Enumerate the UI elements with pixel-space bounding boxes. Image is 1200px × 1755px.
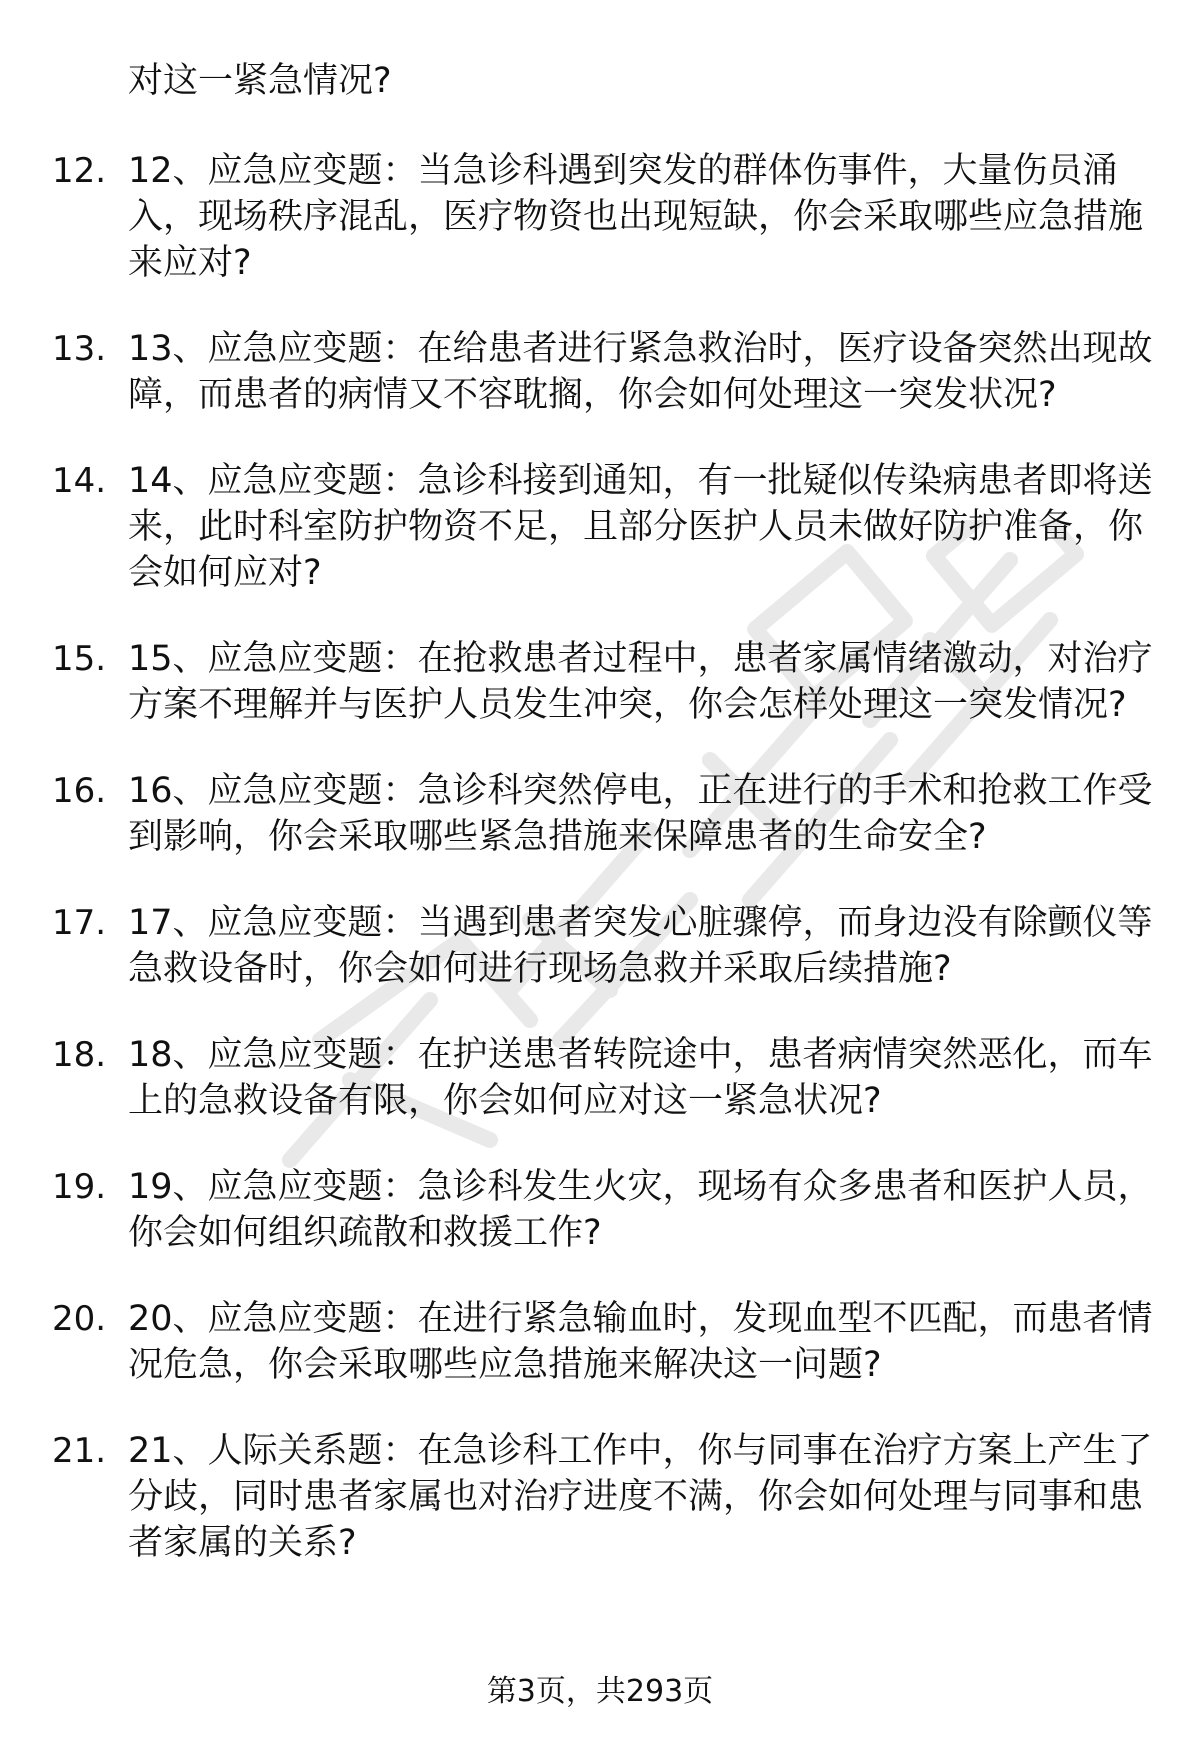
question-item [0,768,1200,860]
question-item [0,900,1200,992]
question-item [0,148,1200,286]
question-item [0,1296,1200,1388]
question-text: 12、应急应变题：当急诊科遇到突发的群体伤事件，大量伤员涌入，现场秩序混乱，医疗物资也出现短缺，你会采取哪些应急措施来应对? [128,151,1144,283]
question-number: 13. [52,329,107,369]
question-number: 15. [52,639,107,679]
question-item [0,636,1200,728]
intro-continuation-text: 对这一紧急情况? [128,61,392,101]
question-item [0,1428,1200,1566]
question-number: 17. [52,903,107,943]
question-text: 13、应急应变题：在给患者进行紧急救治时，医疗设备突然出现故障，而患者的病情又不容耽搁，你会如何处理这一突发状况? [128,329,1153,415]
question-number: 20. [52,1299,107,1339]
question-text: 19、应急应变题：急诊科发生火灾，现场有众多患者和医护人员，你会如何组织疏散和救援工作? [128,1167,1153,1253]
question-number: 19. [52,1167,107,1207]
question-number: 14. [52,461,107,501]
question-text: 15、应急应变题：在抢救患者过程中，患者家属情绪激动，对治疗方案不理解并与医护人员发生冲突，你会怎样处理这一突发情况? [128,639,1153,725]
question-list [0,148,1200,1606]
question-item [0,326,1200,418]
question-number: 16. [52,771,107,811]
question-text: 18、应急应变题：在护送患者转院途中，患者病情突然恶化，而车上的急救设备有限，你会如何应对这一紧急状况? [128,1035,1153,1121]
question-number: 21. [52,1431,107,1471]
question-text: 14、应急应变题：急诊科接到通知，有一批疑似传染病患者即将送来，此时科室防护物资不足，且部分医护人员未做好防护准备，你会如何应对? [128,461,1153,593]
question-item [0,1032,1200,1124]
question-text: 21、人际关系题：在急诊科工作中，你与同事在治疗方案上产生了分歧，同时患者家属也对治疗进度不满，你会如何处理与同事和患者家属的关系? [128,1431,1153,1563]
question-text: 16、应急应变题：急诊科突然停电，正在进行的手术和抢救工作受到影响，你会采取哪些紧急措施来保障患者的生命安全? [128,771,1153,857]
question-item [0,458,1200,596]
question-text: 20、应急应变题：在进行紧急输血时，发现血型不匹配，而患者情况危急，你会采取哪些应急措施来解决这一问题? [128,1299,1153,1385]
question-text: 17、应急应变题：当遇到患者突发心脏骤停，而身边没有除颤仪等急救设备时，你会如何进行现场急救并采取后续措施? [128,903,1153,989]
question-number: 12. [52,151,107,191]
question-item [0,1164,1200,1256]
question-number: 18. [52,1035,107,1075]
page-footer: 第3页，共293页 [486,1674,714,1709]
